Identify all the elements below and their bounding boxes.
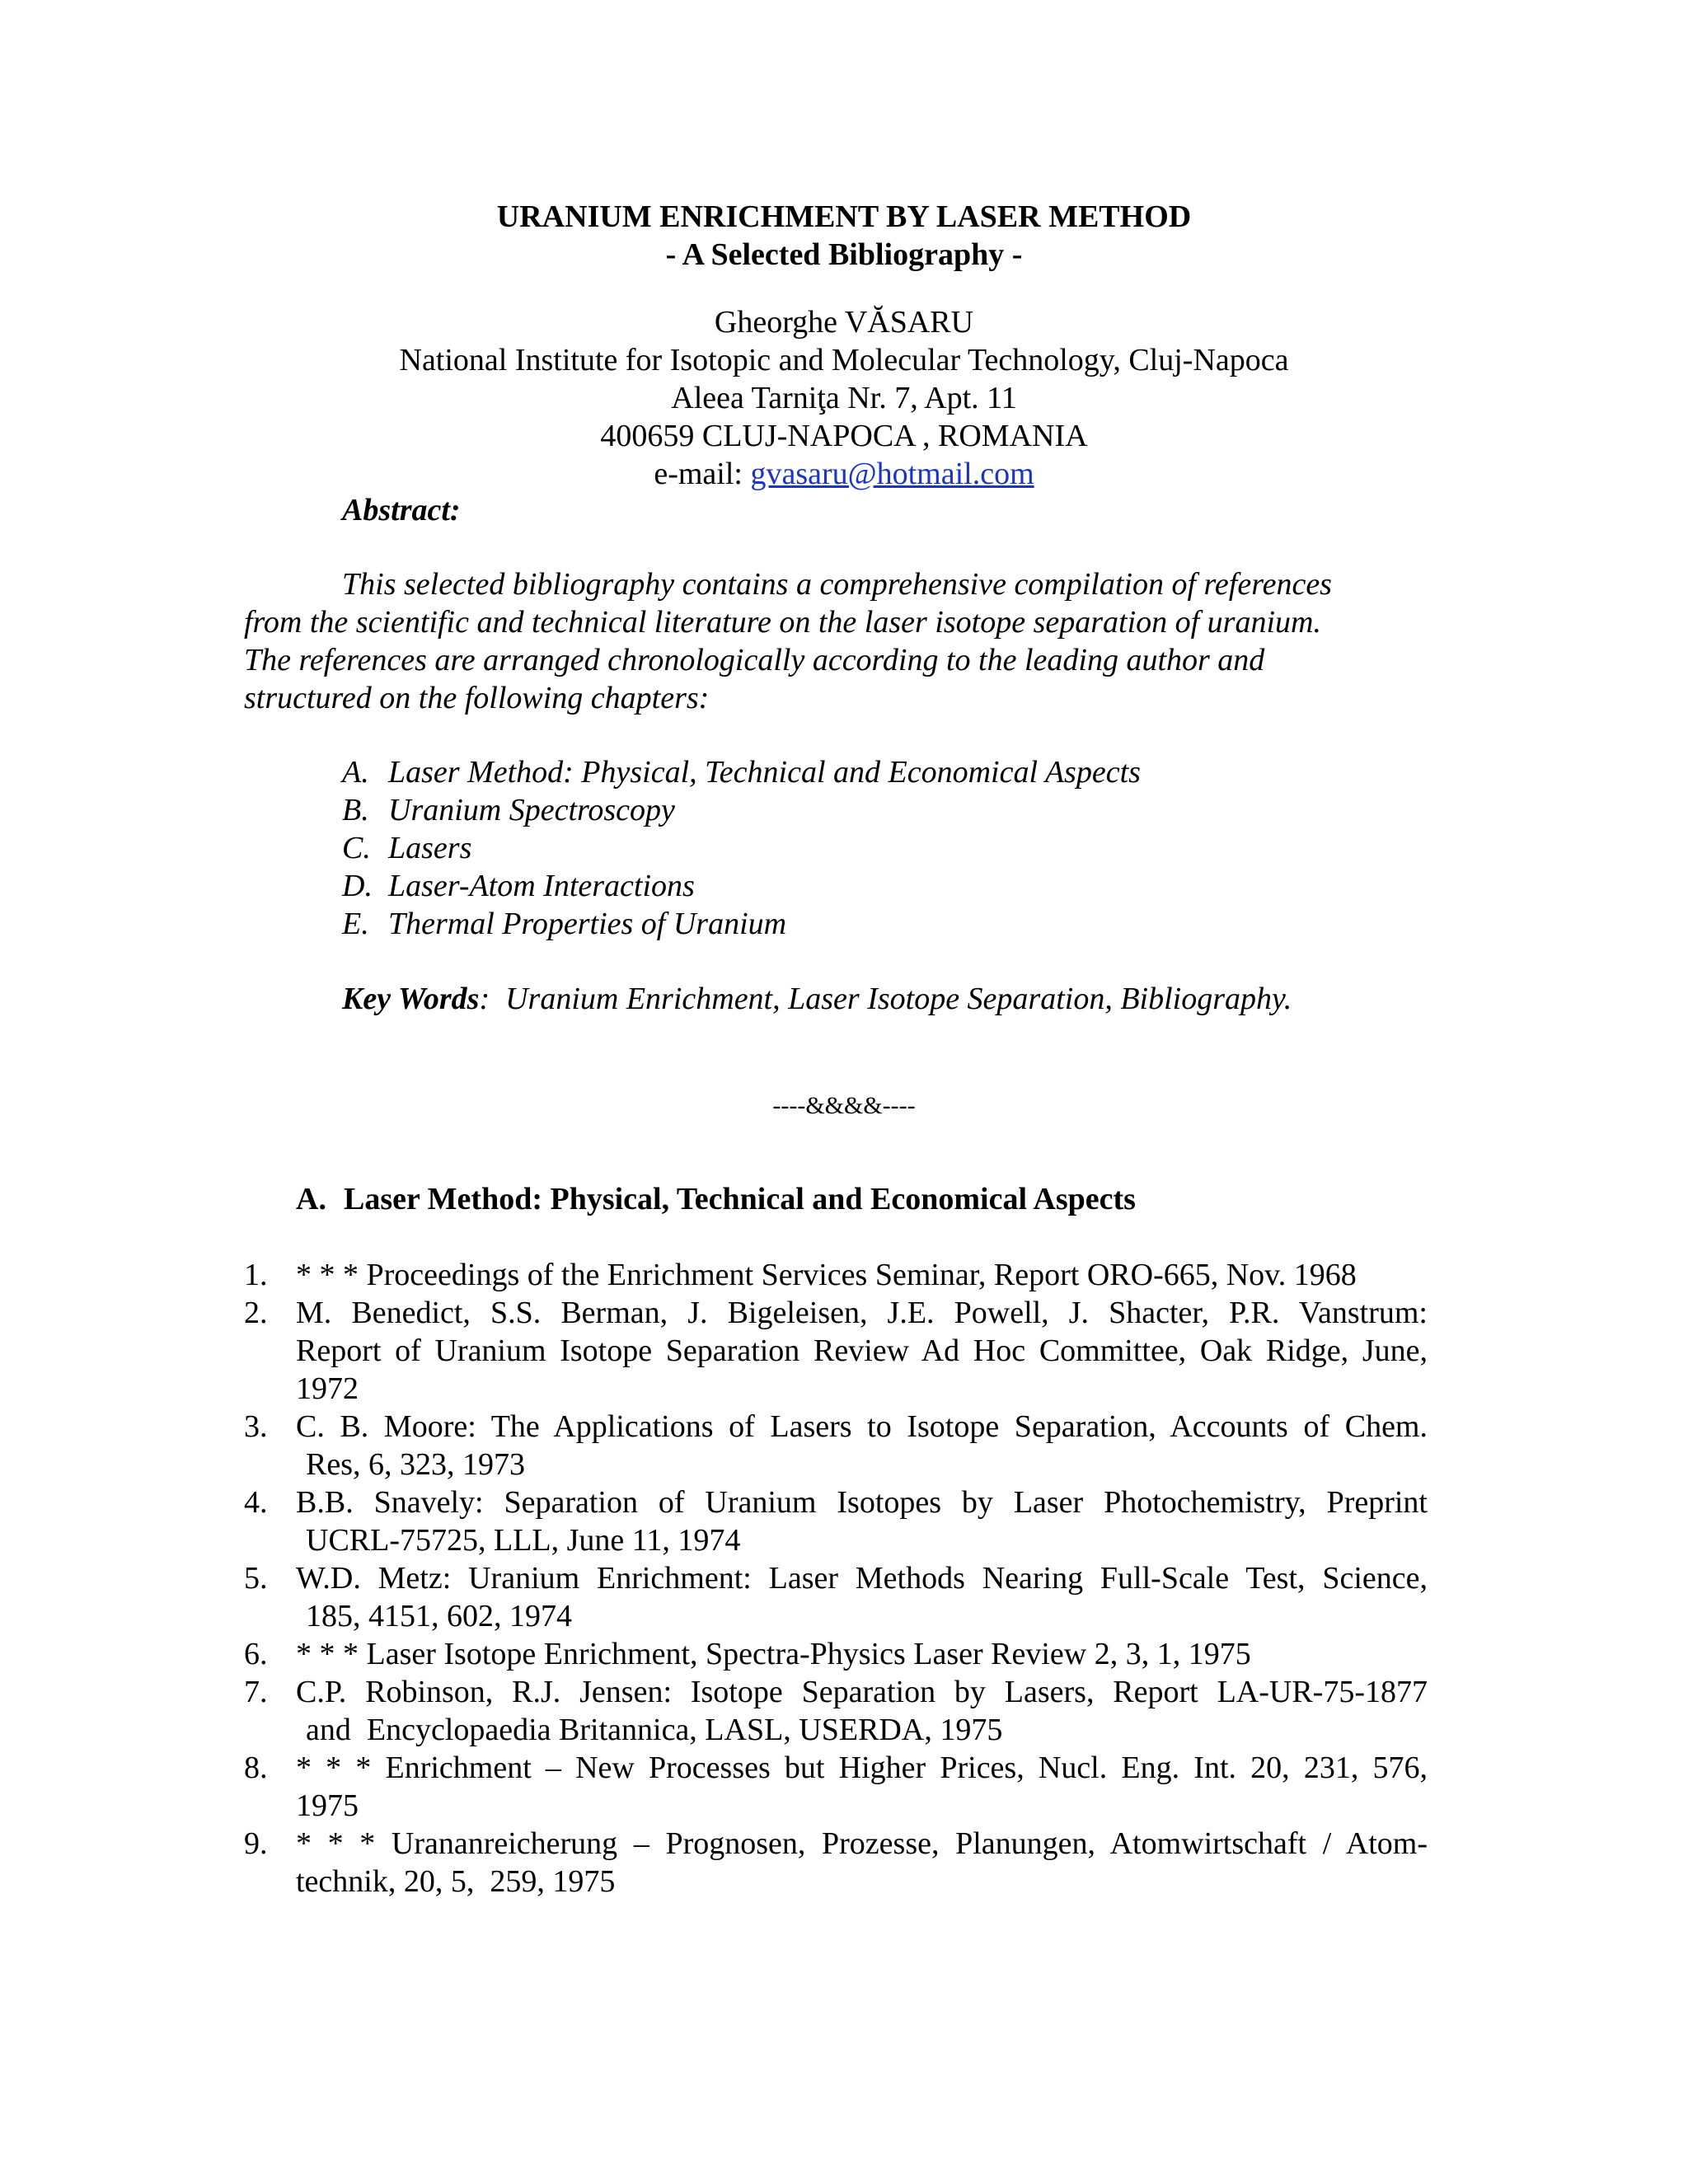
reference-line: 185, 4151, 602, 1974 <box>306 1599 572 1633</box>
chapter-item <box>342 829 1141 867</box>
reference-line: C. B. Moore: The Applications of Lasers to Isotope Separation, Accounts of Chem. <box>296 1409 1428 1444</box>
section-title: Laser Method: Physical, Technical and Economical Aspects <box>344 1182 1136 1216</box>
reference-number: 4. <box>244 1485 268 1520</box>
reference-number: 8. <box>244 1750 268 1785</box>
chapter-letter: C. <box>342 831 371 865</box>
chapter-title: Lasers <box>388 831 472 865</box>
reference-item <box>244 1749 1428 1825</box>
chapter-letter: D. <box>342 869 373 903</box>
abstract-text <box>244 565 1414 717</box>
reference-line: 1972 <box>296 1371 359 1406</box>
section-letter: A. <box>296 1182 326 1216</box>
chapter-letter: A. <box>342 755 369 790</box>
abstract-label: Abstract: <box>342 493 461 527</box>
reference-line: UCRL-75725, LLL, June 11, 1974 <box>306 1523 741 1558</box>
reference-line: W.D. Metz: Uranium Enrichment: Laser Methods Nearing Full-Scale Test, Science, <box>296 1561 1428 1596</box>
reference-item <box>244 1825 1428 1900</box>
chapter-letter: E. <box>342 907 369 941</box>
chapter-title: Uranium Spectroscopy <box>388 793 675 827</box>
abstract-line: This selected bibliography contains a comprehensive compilation of references <box>342 567 1332 602</box>
paper-title: URANIUM ENRICHMENT BY LASER METHOD <box>496 199 1192 234</box>
author-email-line <box>0 455 1688 493</box>
keywords-line <box>342 980 1292 1018</box>
abstract-line: The references are arranged chronologically according to the leading author and <box>244 643 1265 677</box>
chapter-item <box>342 791 1141 829</box>
reference-line: * * * Laser Isotope Enrichment, Spectra-Physics Laser Review 2, 3, 1, 1975 <box>296 1637 1251 1671</box>
reference-line: Report of Uranium Isotope Separation Review Ad Hoc Committee, Oak Ridge, June, <box>296 1333 1428 1368</box>
reference-number: 2. <box>244 1296 268 1330</box>
reference-line: 1975 <box>296 1788 359 1823</box>
reference-item <box>244 1559 1428 1635</box>
reference-line: * * * Urananreicherung – Prognosen, Prozesse, Planungen, Atomwirtschaft / Atom- <box>296 1826 1428 1861</box>
reference-list <box>244 1256 1428 1900</box>
chapter-list <box>342 753 1141 943</box>
section-heading <box>296 1180 1136 1218</box>
email-link[interactable]: gvasaru@hotmail.com <box>750 457 1034 491</box>
reference-line: technik, 20, 5, 259, 1975 <box>296 1864 616 1899</box>
reference-number: 1. <box>244 1258 268 1292</box>
section-separator: ----&&&&---- <box>772 1092 916 1119</box>
reference-number: 9. <box>244 1826 268 1861</box>
author-name: Gheorghe VĂSARU <box>714 305 974 340</box>
author-block <box>0 303 1688 493</box>
author-address-line1: Aleea Tarniţa Nr. 7, Apt. 11 <box>671 381 1017 415</box>
chapter-item <box>342 905 1141 943</box>
reference-line: * * * Proceedings of the Enrichment Services Seminar, Report ORO-665, Nov. 1968 <box>296 1258 1357 1292</box>
reference-item <box>244 1673 1428 1749</box>
author-address-line2: 400659 CLUJ-NAPOCA , ROMANIA <box>600 419 1088 453</box>
paper-subtitle: - A Selected Bibliography - <box>665 237 1023 272</box>
reference-line: Res, 6, 323, 1973 <box>306 1447 525 1482</box>
reference-item <box>244 1635 1428 1673</box>
reference-line: M. Benedict, S.S. Berman, J. Bigeleisen, J.E. Powell, J. Shacter, P.R. Vanstrum: <box>296 1296 1428 1330</box>
keywords-label: Key Words <box>342 982 480 1016</box>
reference-number: 3. <box>244 1409 268 1444</box>
chapter-title: Thermal Properties of Uranium <box>388 907 787 941</box>
keywords-colon: : <box>479 982 490 1016</box>
reference-number: 5. <box>244 1561 268 1596</box>
abstract-line: structured on the following chapters: <box>244 681 710 715</box>
chapter-title: Laser Method: Physical, Technical and Economical Aspects <box>388 755 1141 790</box>
reference-line: and Encyclopaedia Britannica, LASL, USERDA, 1975 <box>306 1713 1003 1747</box>
email-label: e-mail: <box>654 457 751 491</box>
reference-item <box>244 1483 1428 1559</box>
author-institute: National Institute for Isotopic and Molecular Technology, Cluj-Napoca <box>399 343 1289 377</box>
reference-line: C.P. Robinson, R.J. Jensen: Isotope Separation by Lasers, Report LA-UR-75-1877 <box>296 1675 1428 1709</box>
keywords-text: Uranium Enrichment, Laser Isotope Separation, Bibliography. <box>490 982 1292 1016</box>
reference-number: 6. <box>244 1637 268 1671</box>
chapter-item <box>342 867 1141 905</box>
chapter-letter: B. <box>342 793 369 827</box>
title-block <box>0 198 1688 274</box>
reference-number: 7. <box>244 1675 268 1709</box>
reference-item <box>244 1256 1428 1294</box>
chapter-title: Laser-Atom Interactions <box>388 869 695 903</box>
abstract-line: from the scientific and technical literature on the laser isotope separation of uranium. <box>244 605 1321 640</box>
reference-line: * * * Enrichment – New Processes but Higher Prices, Nucl. Eng. Int. 20, 231, 576, <box>296 1750 1428 1785</box>
chapter-item <box>342 753 1141 791</box>
reference-item <box>244 1294 1428 1408</box>
reference-item <box>244 1408 1428 1483</box>
reference-line: B.B. Snavely: Separation of Uranium Isotopes by Laser Photochemistry, Preprint <box>296 1485 1428 1520</box>
